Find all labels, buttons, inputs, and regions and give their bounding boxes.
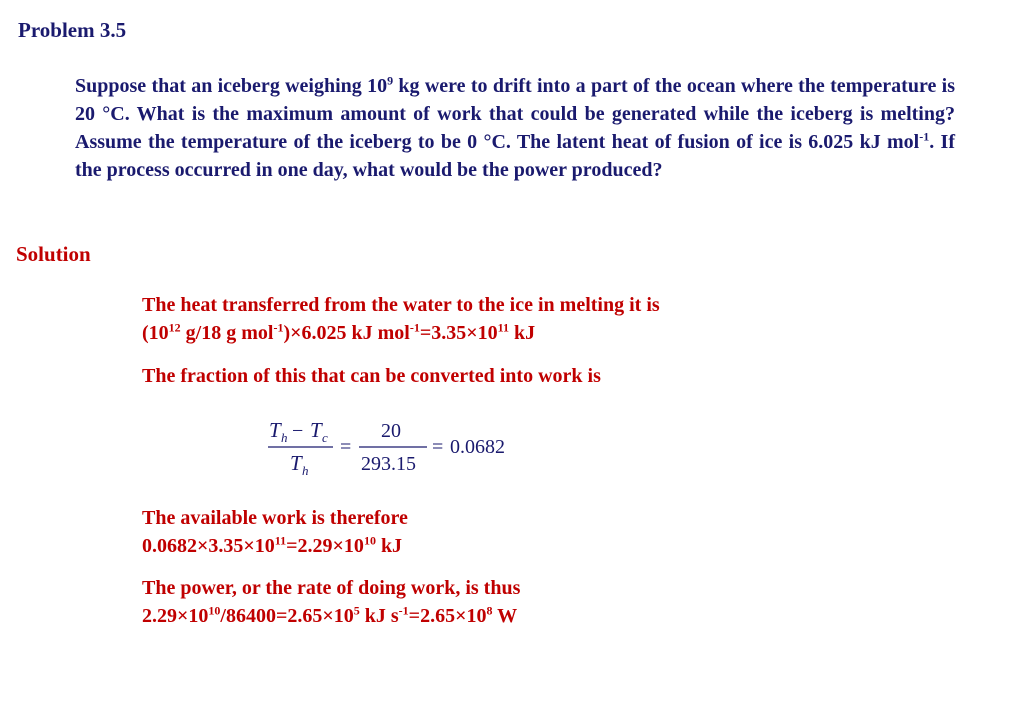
calc-part: kJ xyxy=(509,322,536,344)
calc-part: )×6.025 kJ mol xyxy=(283,322,410,344)
calc-sup: 12 xyxy=(168,320,181,335)
eq-den-th: T xyxy=(290,451,302,475)
calc-part: kJ s xyxy=(359,605,399,627)
calc-part: 2.29×10 xyxy=(142,605,209,627)
eq-num-th-sub: h xyxy=(281,430,288,445)
calc-part: (10 xyxy=(142,322,169,344)
eq-result: 0.0682 xyxy=(450,436,505,458)
problem-title: Problem 3.5 xyxy=(18,18,127,42)
problem-text-3: . If the process occurred in one day, what would be the power produced? xyxy=(75,131,955,181)
calc-sup: -1 xyxy=(409,320,420,335)
eq-den-th-sub: h xyxy=(302,463,309,478)
calc-sup: 5 xyxy=(353,603,360,618)
calc-sup: -1 xyxy=(398,603,409,618)
efficiency-equation xyxy=(265,412,535,484)
power-text: The power, or the rate of doing work, is thus xyxy=(142,577,521,599)
problem-sup-1: 9 xyxy=(387,73,394,88)
calc-sup: 8 xyxy=(486,603,493,618)
eq-num-20: 20 xyxy=(381,420,401,442)
calc-sup: 10 xyxy=(208,603,221,618)
calc-sup: -1 xyxy=(273,320,284,335)
eq-equals-2: = xyxy=(432,436,444,458)
eq-equals-1: = xyxy=(340,436,352,458)
problem-text-1: Suppose that an iceberg weighing 10 xyxy=(75,75,388,97)
calc-part: kJ xyxy=(375,535,403,557)
available-work-text: The available work is therefore xyxy=(142,507,408,529)
eq-minus: − xyxy=(292,420,304,442)
eq-num-tc-sub: c xyxy=(322,430,328,445)
eq-num-tc: T xyxy=(310,418,322,442)
eq-num-th: T xyxy=(269,418,281,442)
calc-part: W xyxy=(492,605,518,627)
heat-transfer-calc xyxy=(142,319,660,347)
calc-sup: 11 xyxy=(497,320,509,335)
solution-heading: Solution xyxy=(16,242,91,266)
calc-part: =3.35×10 xyxy=(419,322,498,344)
calc-part: =2.29×10 xyxy=(286,535,364,557)
calc-sup: 11 xyxy=(274,533,287,548)
calc-part: g/18 g mol xyxy=(180,322,274,344)
problem-statement xyxy=(75,72,955,184)
power-calc xyxy=(142,602,520,630)
eq-den-293: 293.15 xyxy=(361,453,416,475)
calc-sup: 10 xyxy=(363,533,376,548)
calc-part: =2.65×10 xyxy=(408,605,487,627)
problem-sup-2: -1 xyxy=(919,129,930,144)
available-work-calc xyxy=(142,532,408,560)
calc-part: /86400=2.65×10 xyxy=(220,605,354,627)
fraction-text: The fraction of this that can be converted into work is xyxy=(142,365,601,387)
problem-text-2: kg were to drift into a part of the ocean where the temperature is 20 °C. What is the maximum amount of work that could be generated while the iceberg is melting? Assume the temperature of the iceberg to be 0 °C. The latent heat of fusion of ice is 6.025 kJ mol xyxy=(75,75,956,153)
available-work-block xyxy=(142,504,408,560)
calc-part: 0.0682×3.35×10 xyxy=(142,535,275,557)
heat-transfer-text: The heat transferred from the water to the ice in melting it is xyxy=(142,294,660,316)
heat-transfer-block xyxy=(142,291,660,347)
power-block xyxy=(142,574,520,630)
